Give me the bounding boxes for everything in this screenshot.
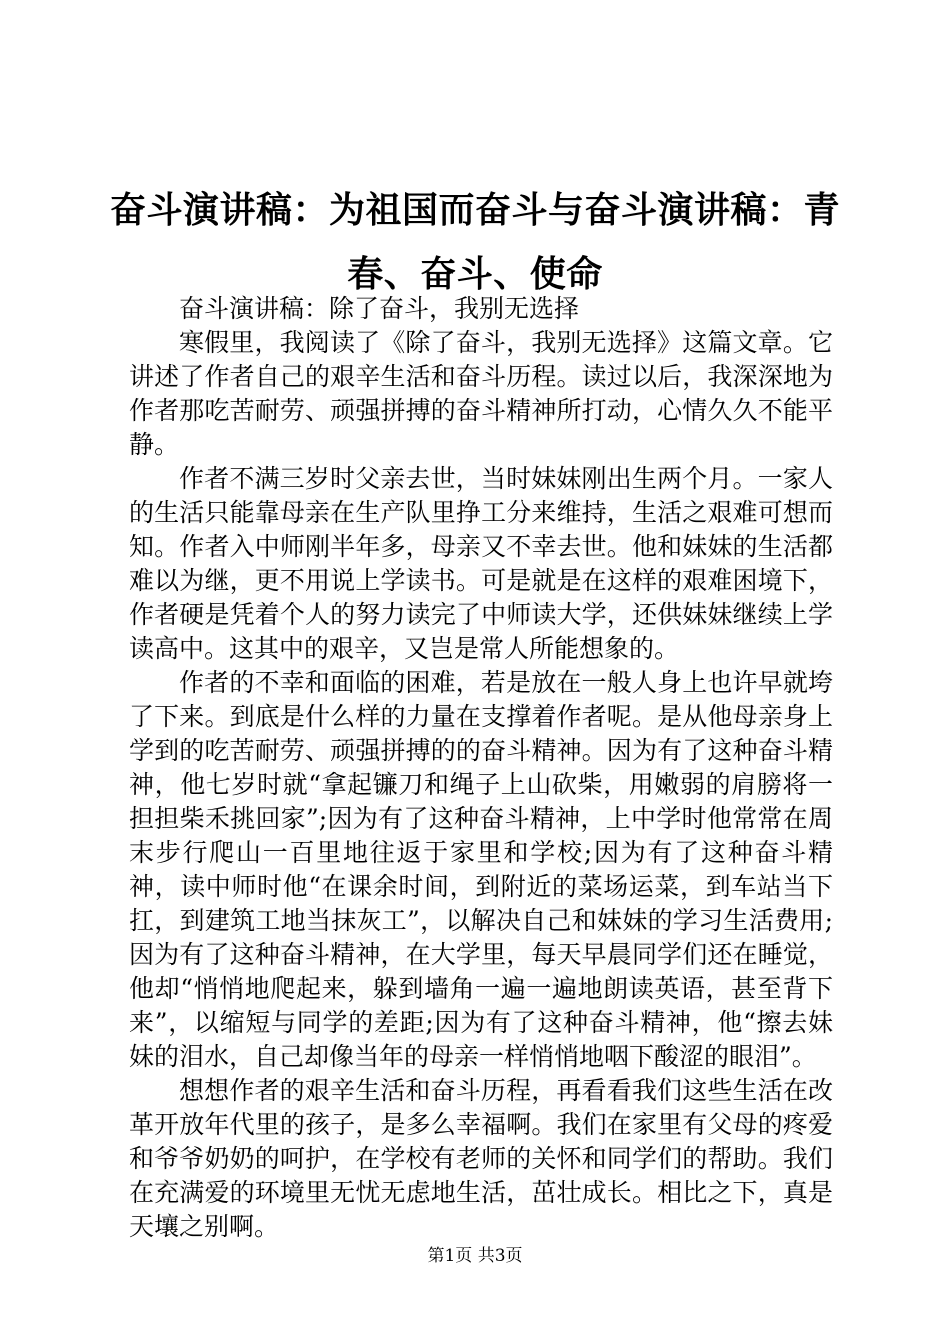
paragraph: 想想作者的艰辛生活和奋斗历程，再看看我们这些生活在改革开放年代里的孩子，是多么幸福啊。我们在家里有父母的疼爱和爷爷奶奶的呵护，在学校有老师的关怀和同学们的帮助。我们在充满爱的环境里无忧无虑地生活，茁壮成长。相比之下，真是天壤之别啊。 bbox=[129, 1076, 833, 1241]
paragraph: 寒假里，我阅读了《除了奋斗，我别无选择》这篇文章。它讲述了作者自己的艰辛生活和奋斗历程。读过以后，我深深地为作者那吃苦耐劳、顽强拼搏的奋斗精神所打动，心情久久不能平静。 bbox=[129, 328, 833, 459]
document-title: 奋斗演讲稿：为祖国而奋斗与奋斗演讲稿：青春、奋斗、使命 bbox=[110, 189, 841, 295]
document-body bbox=[129, 292, 833, 1244]
page-footer: 第1页 共3页 bbox=[427, 1246, 523, 1266]
paragraph-subtitle: 奋斗演讲稿：除了奋斗，我别无选择 bbox=[179, 294, 580, 323]
paragraph: 作者不满三岁时父亲去世，当时妹妹刚出生两个月。一家人的生活只能靠母亲在生产队里挣工分来维持，生活之艰难可想而知。作者入中师刚半年多，母亲又不幸去世。他和妹妹的生活都难以为继，更不用说上学读书。可是就是在这样的艰难困境下，作者硬是凭着个人的努力读完了中师读大学，还供妹妹继续上学读高中。这其中的艰辛，又岂是常人所能想象的。 bbox=[129, 464, 833, 663]
paragraph: 作者的不幸和面临的困难，若是放在一般人身上也许早就垮了下来。到底是什么样的力量在支撑着作者呢。是从他母亲身上学到的吃苦耐劳、顽强拼搏的的奋斗精神。因为有了这种奋斗精神，他七岁时就“拿起镰刀和绳子上山砍柴，用嫩弱的肩膀将一担担柴禾挑回家”;因为有了这种奋斗精神，上中学时他常常在周末步行爬山一百里地往返于家里和学校;因为有了这种奋斗精神，读中师时他“在课余时间，到附近的菜场运菜，到车站当下扛，到建筑工地当抹灰工”，以解决自己和妹妹的学习生活费用;因为有了这种奋斗精神，在大学里，每天早晨同学们还在睡觉，他却“悄悄地爬起来，躲到墙角一遍一遍地朗读英语，甚至背下来”，以缩短与同学的差距;因为有了这种奋斗精神，他“擦去妹妹的泪水，自己却像当年的母亲一样悄悄地咽下酸涩的眼泪”。 bbox=[129, 668, 833, 1071]
